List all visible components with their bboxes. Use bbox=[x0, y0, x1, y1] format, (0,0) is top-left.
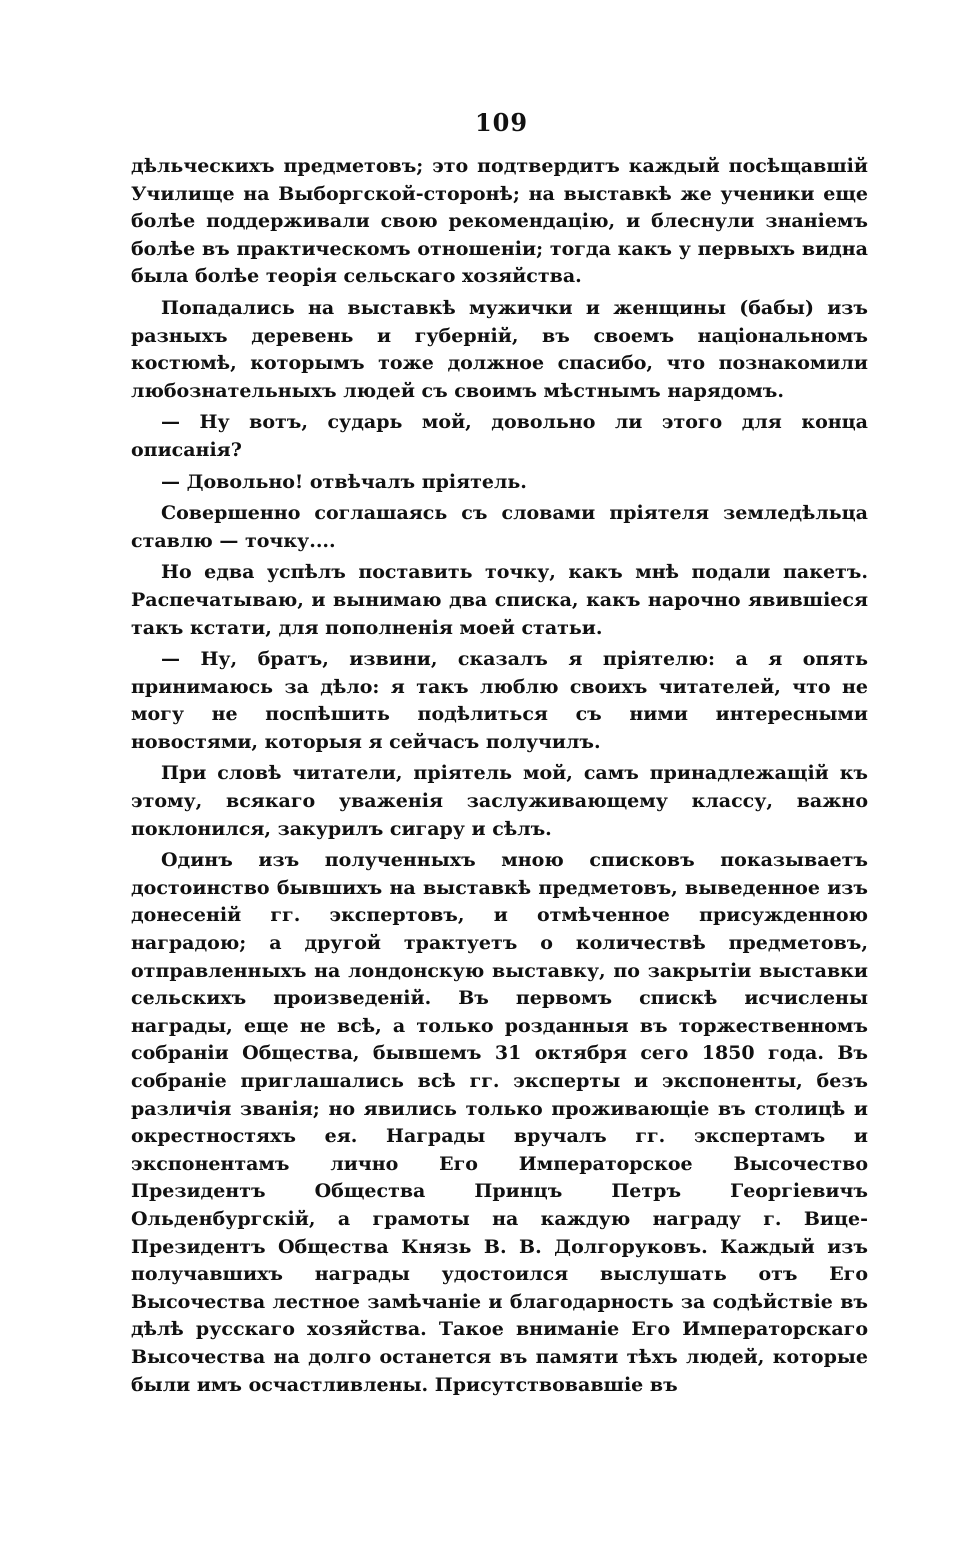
paragraph: — Ну вотъ, сударь мой, довольно ли этого для конца описанія? bbox=[131, 411, 868, 461]
paragraph: дѣльческихъ предметовъ; это подтвердитъ каждый посѣщавшій Училище на Выборгской-сторонѣ; на выставкѣ же ученики еще болѣе поддерживали свою рекомендацію, и блеснули знаніемъ болѣе въ практическомъ отношеніи; тогда какъ у первыхъ видна была болѣе теорія сельскаго хозяйства. bbox=[131, 155, 868, 288]
paragraph: При словѣ читатели, пріятель мой, самъ принадлежащій къ этому, всякаго уваженія заслуживающему классу, важно поклонился, закурилъ сигару и сѣлъ. bbox=[131, 762, 868, 840]
page-number: 109 bbox=[474, 108, 529, 137]
paragraph: Одинъ изъ полученныхъ мною списковъ показываетъ достоинство бывшихъ на выставкѣ предметовъ, выведенное изъ донесеній гг. экспертовъ, и отмѣченное присужденною наградою; а другой трактуетъ о количествѣ предметовъ, отправленныхъ на лондонскую выставку, по закрытіи выставки сельскихъ произведеній. Въ первомъ спискѣ исчислены награды, еще не всѣ, а только розданныя въ торжественномъ собраніи Общества, бывшемъ 31 октября сего 1850 года. Въ собраніе приглашались всѣ гг. эксперты и экспоненты, безъ различія званія; но явились только проживающіе въ столицѣ и окрестностяхъ ея. Награды вручалъ гг. экспертамъ и экспонентамъ лично Его Императорское Высочество Президентъ Общества Принцъ Петръ Георгіевичъ Ольденбургскій, а грамоты на каждую награду г. Вице-Президентъ Общества Князь В. В. Долгоруковъ. Каждый изъ получавшихъ награды удостоился выслушать отъ Его Высочества лестное замѣчаніе и благодарность за содѣйствіе въ дѣлѣ русскаго хозяйства. Такое вниманіе Его Императорскаго Высочества на долго останется въ памяти тѣхъ людей, которые были имъ осчастливлены. Присутствовавшіе въ bbox=[131, 849, 868, 1396]
paragraph: Но едва успѣлъ поставить точку, какъ мнѣ подали пакетъ. Распечатываю, и вынимаю два списка, какъ нарочно явившіеся такъ кстати, для пополненія моей статьи. bbox=[131, 561, 868, 639]
paragraph: — Довольно! отвѣчалъ пріятель. bbox=[161, 470, 527, 493]
paragraph: — Ну, братъ, извини, сказалъ я пріятелю: а я опять принимаюсь за дѣло: я такъ люблю своихъ читателей, что не могу не поспѣшить подѣлиться съ ними интересными новостями, которыя я сейчасъ получилъ. bbox=[131, 648, 868, 753]
paragraph: Совершенно соглашаясь съ словами пріятеля земледѣльца ставлю — точку.... bbox=[131, 502, 868, 552]
body-text bbox=[131, 153, 868, 1403]
paragraph: Попадались на выставкѣ мужички и женщины (бабы) изъ разныхъ деревень и губерній, въ своемъ національномъ костюмѣ, которымъ тоже должное спасибо, что познакомили любознательныхъ людей съ своимъ мѣстнымъ нарядомъ. bbox=[131, 296, 868, 402]
